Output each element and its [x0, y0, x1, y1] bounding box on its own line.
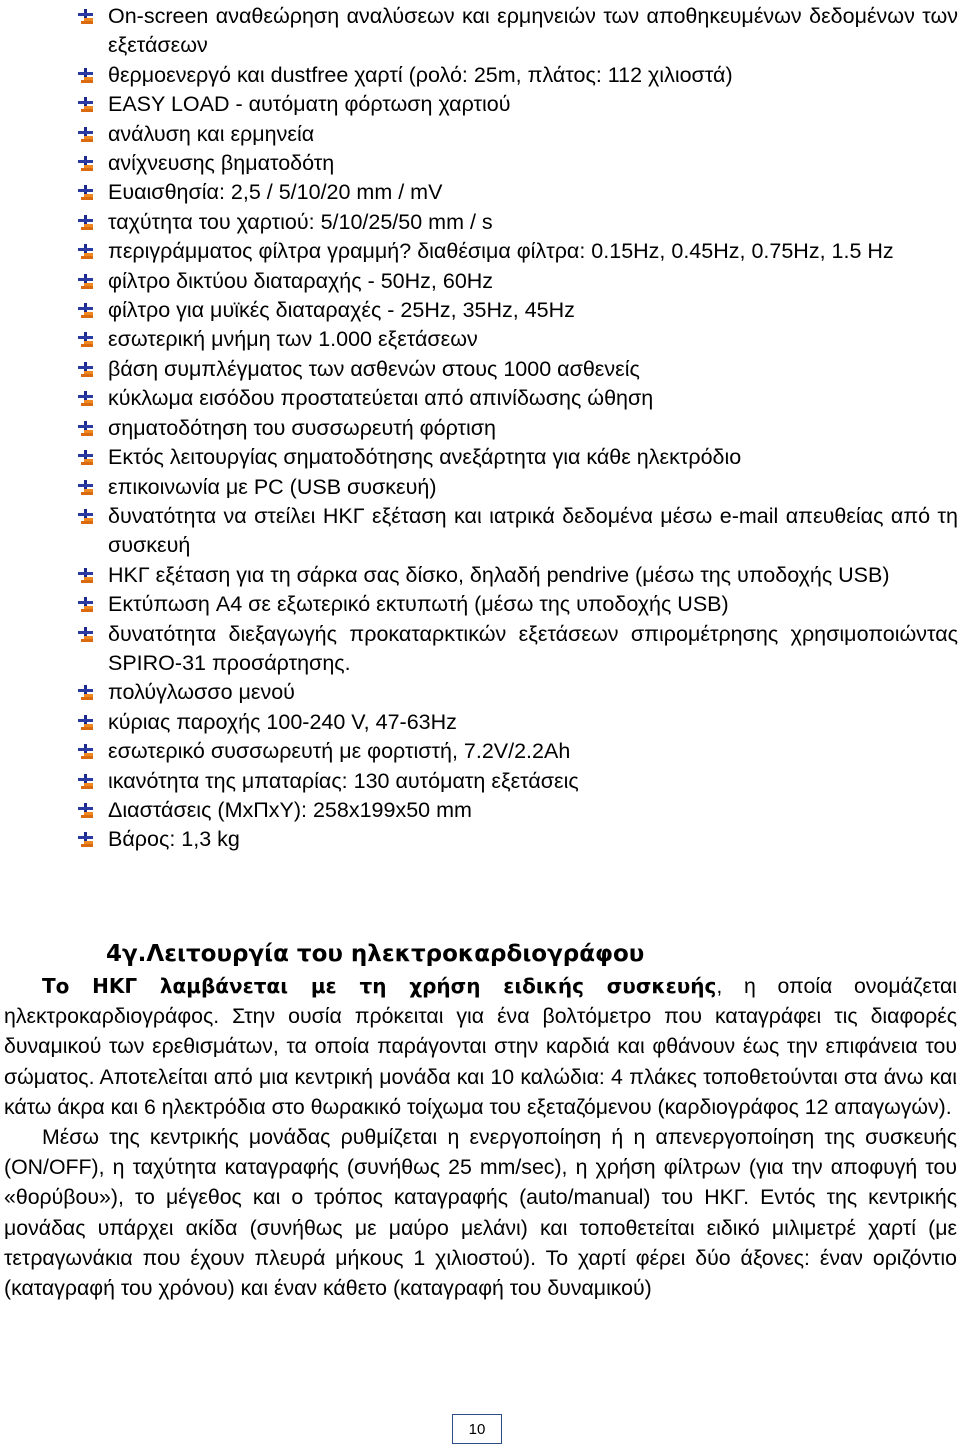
- bullet-item: [78, 61, 958, 90]
- bullet-item: [78, 355, 958, 384]
- pin-bullet-icon: [78, 627, 94, 643]
- bullet-item: [78, 590, 958, 619]
- bullet-text: Εκτύπωση A4 σε εξωτερικό εκτυπωτή (μέσω της υποδοχής USB): [108, 592, 729, 617]
- bullet-text: On-screen αναθεώρηση αναλύσεων και ερμηνειών των αποθηκευμένων δεδομένων των εξετάσεων: [108, 4, 958, 58]
- bullet-text: EASY LOAD - αυτόματη φόρτωση χαρτιού: [108, 92, 511, 117]
- bullet-text: δυνατότητα να στείλει ΗΚΓ εξέταση και ιατρικά δεδομένα μέσω e-mail απευθείας από τη συσκευή: [108, 503, 958, 558]
- bullet-item: [78, 296, 958, 325]
- bullet-item: [78, 620, 958, 679]
- spec-bullet-list: [78, 2, 958, 855]
- paragraph-1-bold-lead: Το ΗΚΓ λαμβάνεται με τη χρήση ειδικής συσκευής: [42, 974, 717, 998]
- pin-bullet-icon: [78, 215, 94, 231]
- bullet-item: [78, 267, 958, 296]
- bullet-text: κύριας παροχής 100-240 V, 47-63Hz: [108, 709, 457, 734]
- bullet-item: [78, 2, 958, 61]
- bullet-item: [78, 208, 958, 237]
- bullet-item: [78, 237, 958, 266]
- bullet-item: [78, 120, 958, 149]
- bullet-text: θερμοενεργό και dustfree χαρτί (ρολό: 25m, πλάτος: 112 χιλιοστά): [108, 62, 733, 87]
- bullet-text: Διαστάσεις (ΜxΠxΥ): 258x199x50 mm: [108, 797, 472, 822]
- pin-bullet-icon: [78, 774, 94, 790]
- pin-bullet-icon: [78, 685, 94, 701]
- bullet-item: [78, 384, 958, 413]
- pin-bullet-icon: [78, 68, 94, 84]
- bullet-text: ανάλυση και ερμηνεία: [108, 121, 315, 146]
- bullet-item: [78, 561, 958, 590]
- bullet-text: φίλτρο δικτύου διαταραχής - 50Hz, 60Hz: [108, 268, 494, 293]
- body-text: [4, 971, 957, 1303]
- bullet-item: [78, 767, 958, 796]
- bullet-text: επικοινωνία με PC (USB συσκευή): [108, 474, 437, 499]
- paragraph-1-text: , η οποία ονομάζεται ηλεκτροκαρδιογράφος. Στην ουσία πρόκειται για ένα βολτόμετρο που καταγράφει τις διαφορές δυναμικού των ερεθισμάτων, τα οποία παράγονται στην καρδιά και φθάνουν έως την επιφάνεια του σώματος. Αποτελείται από μια κεντρική μονάδα και 10 καλώδια: 4 πλάκες τοποθετούνται στα άνω και κάτω άκρα και 6 ηλεκτρόδια στο θωρακικό τοίχωμα του εξεταζόμενου (καρδιογράφος 12 απαγωγών).: [4, 974, 958, 1119]
- bullet-text: περιγράμματος φίλτρα γραμμή? διαθέσιμα φίλτρα: 0.15Hz, 0.45Hz, 0.75Hz, 1.5 Hz: [108, 239, 894, 264]
- bullet-item: [78, 414, 958, 443]
- pin-bullet-icon: [78, 715, 94, 731]
- bullet-text: Εκτός λειτουργίας σηματοδότησης ανεξάρτητα για κάθε ηλεκτρόδιο: [108, 445, 742, 470]
- bullet-item: [78, 473, 958, 502]
- page-number: 10: [452, 1414, 502, 1444]
- pin-bullet-icon: [78, 450, 94, 466]
- bullet-item: [78, 443, 958, 472]
- paragraph-2: Μέσω της κεντρικής μονάδας ρυθμίζεται η ενεργοποίηση ή η απενεργοποίηση της συσκευής (ON/OFF), η ταχύτητα καταγραφής (συνήθως 25 mm/sec), η χρήση φίλτρων (για την αποφυγή του «θορύβου»), το μέγεθος και ο τρόπος καταγραφής (auto/manual) του ΗΚΓ. Εντός της κεντρικής μονάδας υπάρχει ακίδα (συνήθως με μαύρο μελάνι) και τοποθετείται ειδικό μιλιμετρέ χαρτί (με τετραγωνάκια που έχουν πλευρά μήκους 1 χιλιοστού). Το χαρτί φέρει δύο άξονες: έναν οριζόντιο (καταγραφή του χρόνου) και έναν κάθετο (καταγραφή του δυναμικού): [4, 1125, 957, 1301]
- pin-bullet-icon: [78, 597, 94, 613]
- pin-bullet-icon: [78, 362, 94, 378]
- bullet-item: [78, 90, 958, 119]
- bullet-item: [78, 149, 958, 178]
- bullet-text: δυνατότητα διεξαγωγής προκαταρκτικών εξετάσεων σπιρομέτρησης χρησιμοποιώντας SPIRO-31 προσάρτησης.: [108, 621, 958, 675]
- paragraph-1: [4, 971, 957, 1122]
- bullet-text: ικανότητα της μπαταρίας: 130 αυτόματη εξετάσεις: [108, 768, 579, 793]
- pin-bullet-icon: [78, 480, 94, 496]
- bullet-text: ταχύτητα του χαρτιού: 5/10/25/50 mm / s: [108, 209, 493, 234]
- pin-bullet-icon: [78, 244, 94, 260]
- bullet-item: [78, 325, 958, 354]
- section-heading: 4γ.Λειτουργία του ηλεκτροκαρδιογράφου: [106, 941, 645, 967]
- pin-bullet-icon: [78, 744, 94, 760]
- bullet-item: [78, 737, 958, 766]
- bullet-item: [78, 708, 958, 737]
- pin-bullet-icon: [78, 127, 94, 143]
- pin-bullet-icon: [78, 303, 94, 319]
- bullet-item: [78, 825, 958, 854]
- bullet-text: Ευαισθησία: 2,5 / 5/10/20 mm / mV: [108, 180, 443, 205]
- bullet-text: εσωτερική μνήμη των 1.000 εξετάσεων: [108, 327, 478, 352]
- bullet-text: βάση συμπλέγματος των ασθενών στους 1000 ασθενείς: [108, 356, 640, 381]
- pin-bullet-icon: [78, 156, 94, 172]
- pin-bullet-icon: [78, 421, 94, 437]
- pin-bullet-icon: [78, 832, 94, 848]
- bullet-item: [78, 796, 958, 825]
- bullet-item: [78, 502, 958, 561]
- pin-bullet-icon: [78, 274, 94, 290]
- bullet-item: [78, 178, 958, 207]
- bullet-text: κύκλωμα εισόδου προστατεύεται από απινίδωσης ώθηση: [108, 386, 654, 411]
- bullet-text: ανίχνευσης βηματοδότη: [108, 151, 335, 176]
- pin-bullet-icon: [78, 803, 94, 819]
- bullet-item: [78, 678, 958, 707]
- pin-bullet-icon: [78, 568, 94, 584]
- pin-bullet-icon: [78, 391, 94, 407]
- pin-bullet-icon: [78, 9, 94, 25]
- pin-bullet-icon: [78, 332, 94, 348]
- bullet-text: πολύγλωσσο μενού: [108, 680, 295, 705]
- bullet-text: εσωτερικό συσσωρευτή με φορτιστή, 7.2V/2.2Ah: [108, 739, 571, 764]
- pin-bullet-icon: [78, 97, 94, 113]
- bullet-text: Βάρος: 1,3 kg: [108, 827, 240, 852]
- bullet-text: σηματοδότηση του συσσωρευτή φόρτιση: [108, 415, 497, 440]
- bullet-text: ΗΚΓ εξέταση για τη σάρκα σας δίσκο, δηλαδή pendrive (μέσω της υποδοχής USB): [108, 562, 890, 587]
- pin-bullet-icon: [78, 185, 94, 201]
- pin-bullet-icon: [78, 509, 94, 525]
- bullet-text: φίλτρο για μυϊκές διαταραχές - 25Hz, 35Hz, 45Hz: [108, 298, 575, 323]
